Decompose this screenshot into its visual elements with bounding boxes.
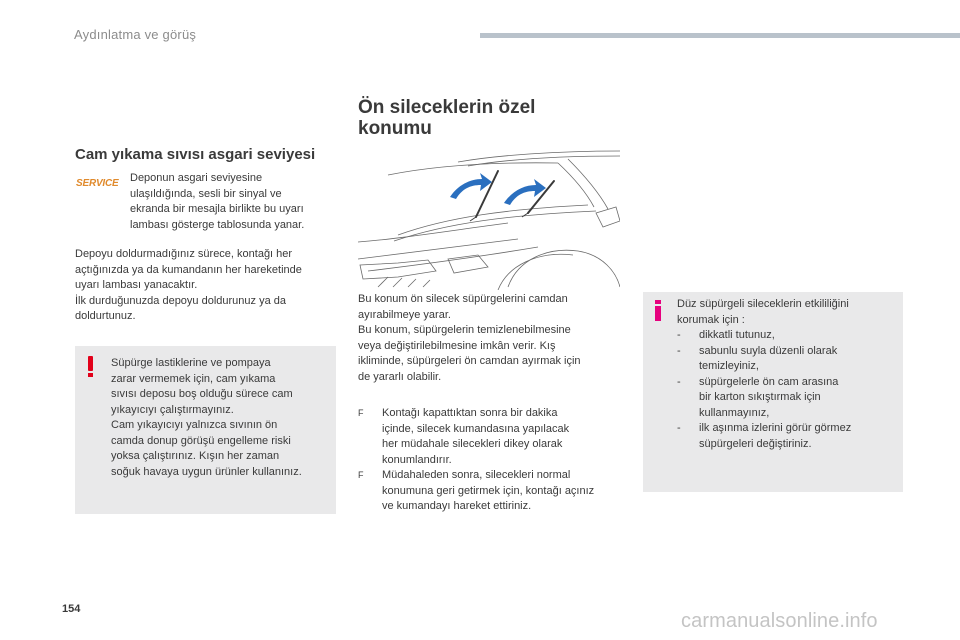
wiper-service-position-illustration xyxy=(358,147,620,290)
text-line: temizleyiniz, xyxy=(699,360,759,372)
text-line: Düz süpürgeli sileceklerin etkililiğini xyxy=(677,298,849,310)
text-line: veya değiştirilebilmesine imkân verir. Kış xyxy=(358,339,556,352)
text-line: camda donup görüşü engelleme riski xyxy=(111,434,291,447)
bullet-symbol: F xyxy=(358,408,364,418)
header-title: Aydınlatma ve görüş xyxy=(74,27,197,42)
text-line: içinde, silecek kumandasına yapılacak xyxy=(382,422,570,435)
intro-text xyxy=(358,292,581,385)
step-1 xyxy=(358,406,628,468)
text-line: bir karton sıkıştırmak için xyxy=(699,391,821,403)
warning-exclamation-icon xyxy=(88,356,93,376)
refill-text xyxy=(75,247,302,325)
info-icon xyxy=(655,300,661,322)
title-line: Ön sileceklerin özel xyxy=(358,97,536,118)
text-line: ve kumandayı hareket ettiriniz. xyxy=(382,500,532,512)
text-line: korumak için : xyxy=(677,313,745,326)
step-2 xyxy=(358,468,628,515)
text-line: uyarı lambası yanacaktır. xyxy=(75,279,198,291)
text-line: Deponun asgari seviyesine xyxy=(130,172,263,184)
page-number: 154 xyxy=(62,603,81,615)
text-line: konumuna geri getirmek için, kontağı açınız xyxy=(382,484,595,497)
dash: - xyxy=(677,375,681,388)
dash: - xyxy=(677,329,681,341)
text-line: dikkatli tutunuz, xyxy=(699,329,775,341)
text-line: süpürgelerle ön cam arasına xyxy=(699,375,839,388)
dash: - xyxy=(677,422,681,434)
page-title xyxy=(358,97,535,139)
text-line: ilk aşınma izlerini görür görmez xyxy=(699,422,852,434)
list-item xyxy=(677,375,897,422)
text-line: her müdahale silecekleri dikey olarak xyxy=(382,438,563,450)
warning-text xyxy=(111,356,302,480)
text-line: açtığınızda ya da kumandanın her hareketinde xyxy=(75,263,302,276)
text-line: lambası gösterge tablosunda yanar. xyxy=(130,218,305,231)
list-item xyxy=(677,328,897,344)
text-line: süpürgeleri değiştiriniz. xyxy=(699,437,812,450)
text-line: Bu konum ön silecek süpürgelerini camdan xyxy=(358,293,568,305)
dash: - xyxy=(677,344,681,357)
text-line: doldurtunuz. xyxy=(75,310,136,322)
list-item xyxy=(677,344,897,375)
text-line: kullanmayınız, xyxy=(699,406,770,419)
text-line: ikliminde, süpürgeleri ön camdan ayırmak için xyxy=(358,355,581,367)
text-line: yoksa çalıştırınız. Kışın her zaman xyxy=(111,450,280,462)
watermark: carmanualsonline.info xyxy=(681,610,878,632)
text-line: de yararlı olabilir. xyxy=(358,370,442,383)
text-line: ulaşıldığında, sesli bir sinyal ve xyxy=(130,187,282,200)
text-line: soğuk havaya uygun ürünler kullanınız. xyxy=(111,465,302,478)
info-text xyxy=(677,297,897,452)
text-line: İlk durduğunuzda depoyu doldurunuz ya da xyxy=(75,294,286,307)
text-line: zarar vermemek için, cam yıkama xyxy=(111,372,276,385)
section-title-washer-level: Cam yıkama sıvısı asgari seviyesi xyxy=(75,146,316,163)
text-line: sabunlu suyla düzenli olarak xyxy=(699,344,838,357)
text-line: ayırabilmeye yarar. xyxy=(358,308,451,321)
text-line: Kontağı kapattıktan sonra bir dakika xyxy=(382,407,558,419)
list-item xyxy=(677,421,897,452)
header-bar xyxy=(480,33,960,38)
text-line: ekranda bir mesajla birlikte bu uyarı xyxy=(130,203,304,215)
text-line: yıkayıcıyı çalıştırmayınız. xyxy=(111,403,234,416)
text-line: Cam yıkayıcıyı yalnızca sıvının ön xyxy=(111,419,278,431)
text-line: Bu konum, süpürgelerin temizlenebilmesine xyxy=(358,324,571,336)
text-line: konumlandırır. xyxy=(382,453,452,466)
text-line: Süpürge lastiklerine ve pompaya xyxy=(111,357,271,369)
text-line: sıvısı deposu boş olduğu sürece cam xyxy=(111,388,293,400)
title-line: konumu xyxy=(358,118,432,139)
service-text xyxy=(130,171,304,233)
service-warning-icon: SERVICE xyxy=(76,178,119,189)
text-line: Müdahaleden sonra, silecekleri normal xyxy=(382,469,571,481)
text-line: Depoyu doldurmadığınız sürece, kontağı her xyxy=(75,248,293,260)
bullet-symbol: F xyxy=(358,470,364,480)
